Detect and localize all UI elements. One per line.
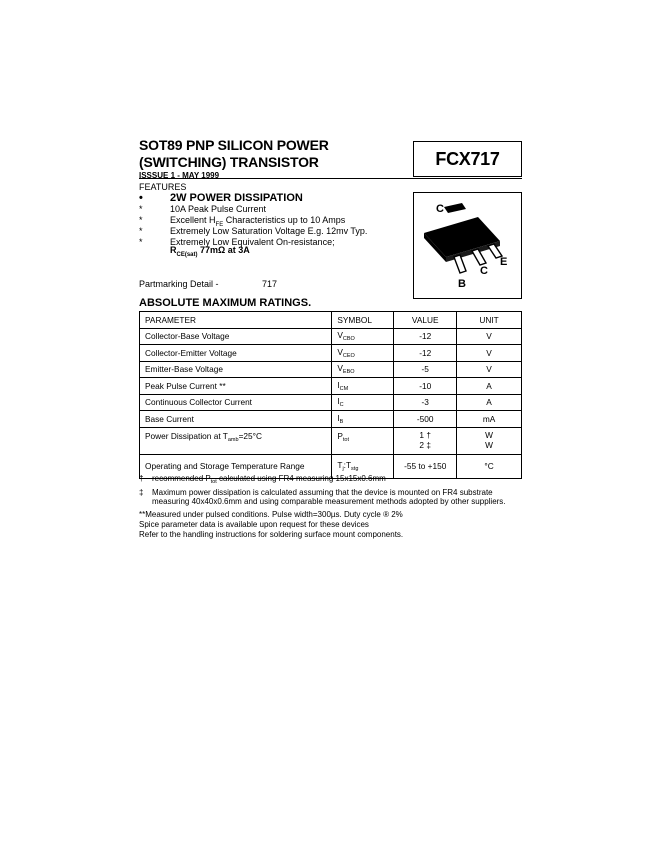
symbol-sub-1: j xyxy=(342,466,344,472)
footnote-handling: Refer to the handling instructions for soldering surface mount components. xyxy=(139,530,404,540)
features-heading: FEATURES xyxy=(139,182,187,192)
partmarking-label: Partmarking Detail - xyxy=(139,279,219,289)
rce-value: 77mΩ at 3A xyxy=(197,245,250,255)
cell-unit: A xyxy=(457,394,522,411)
feature-text: 10A Peak Pulse Current xyxy=(170,204,267,214)
rce-subscript: CE(sat) xyxy=(176,251,198,258)
title-line-1: SOT89 PNP SILICON POWER xyxy=(139,137,329,153)
feature-bullet: • xyxy=(139,192,143,204)
package-drawing-box xyxy=(413,192,522,299)
cell-unit: °C xyxy=(457,454,522,478)
feature-bullet: * xyxy=(139,204,143,214)
feature-main-text: 2W POWER DISSIPATION xyxy=(170,192,303,204)
cell-symbol xyxy=(332,394,394,411)
pin-label-c: C xyxy=(480,265,488,277)
symbol-main: V xyxy=(337,330,343,341)
pin-label-c-top: C xyxy=(436,203,444,215)
feature-bullet: * xyxy=(139,237,143,247)
pin-label-b: B xyxy=(458,278,466,290)
feature-text-pre: Excellent H xyxy=(170,215,216,225)
footnote-mark: † xyxy=(139,474,144,483)
cell-symbol xyxy=(332,427,394,454)
symbol-main: P xyxy=(337,430,343,441)
symbol-main: V xyxy=(337,363,343,374)
cell-value: -55 to +150 xyxy=(394,454,457,478)
param-pre: Power Dissipation at T xyxy=(145,430,228,441)
cell-parameter: Collector-Base Voltage xyxy=(140,328,332,345)
feature-text: Extremely Low Equivalent On-resistance; xyxy=(170,237,335,247)
symbol-sub: tot xyxy=(342,436,350,443)
footnote-text: Maximum power dissipation is calculated assuming that the device is mounted on FR4 substrate measuring 40x40x0.6mm and using comparable measurement methods adopted by other suppliers. xyxy=(152,488,506,507)
cell-parameter: Collector-Emitter Voltage xyxy=(140,345,332,362)
cell-parameter: Continuous Collector Current xyxy=(140,394,332,411)
symbol-sub: EBO xyxy=(342,369,355,376)
cell-symbol xyxy=(332,361,394,378)
footnote-text-pre: recommended P xyxy=(152,474,211,483)
part-number-box: FCX717 xyxy=(413,141,522,177)
feature-text: Extremely Low Saturation Voltage E.g. 12mv Typ. xyxy=(170,226,368,236)
feature-item xyxy=(139,204,266,214)
feature-bullet: * xyxy=(139,226,143,236)
cell-symbol xyxy=(332,411,394,428)
symbol-sub: CBO xyxy=(342,336,355,343)
value-line-1: 1 † xyxy=(419,430,431,440)
header-parameter: PARAMETER xyxy=(140,312,332,329)
cell-value: -3 xyxy=(394,394,457,411)
symbol-main: T xyxy=(337,460,343,470)
cell-symbol xyxy=(332,328,394,345)
unit-line-2: W xyxy=(485,439,493,450)
table-row xyxy=(140,345,522,362)
param-post: =25°C xyxy=(238,430,262,441)
rce-symbol: R xyxy=(170,245,177,255)
symbol-sub: CM xyxy=(339,385,349,392)
symbol-main: V xyxy=(337,346,343,357)
cell-unit: V xyxy=(457,328,522,345)
symbol-main: I xyxy=(337,396,340,407)
unit-line-1: W xyxy=(485,430,493,440)
table-row xyxy=(140,378,522,395)
cell-parameter xyxy=(140,427,332,454)
table-row-power xyxy=(140,427,522,454)
footnotes xyxy=(139,474,524,539)
symbol-sub: C xyxy=(339,402,344,409)
symbol-sub: CEO xyxy=(342,352,355,359)
pin-label-e: E xyxy=(500,256,508,268)
footnote-mark: ‡ xyxy=(139,488,144,498)
cell-parameter: Peak Pulse Current ** xyxy=(140,378,332,395)
header-symbol: SYMBOL xyxy=(332,312,394,329)
issue-date: ISSSUE 1 - MAY 1999 xyxy=(139,171,220,180)
footnote-text-sub: tot xyxy=(210,479,217,485)
footnote-double-dagger xyxy=(139,488,524,506)
cell-unit: V xyxy=(457,345,522,362)
cell-value: -500 xyxy=(394,411,457,428)
cell-value: -12 xyxy=(394,328,457,345)
footnote-pulsed: **Measured under pulsed conditions. Pulse width=300µs. Duty cycle ® 2% xyxy=(139,509,403,519)
footnote-spice: Spice parameter data is available upon request for these devices xyxy=(139,519,369,529)
feature-text-post: Characteristics up to 10 Amps xyxy=(223,215,346,225)
cell-symbol xyxy=(332,378,394,395)
symbol-sub: B xyxy=(339,418,344,425)
cell-value: -10 xyxy=(394,378,457,395)
sot89-package-icon xyxy=(414,193,521,298)
value-line-2: 2 ‡ xyxy=(419,439,431,450)
symbol-main: I xyxy=(337,412,340,423)
table-row xyxy=(140,361,522,378)
feature-text-sub: FE xyxy=(215,221,224,228)
cell-unit: A xyxy=(457,378,522,395)
cell-value: -12 xyxy=(394,345,457,362)
symbol-main: I xyxy=(337,379,340,390)
rce-sat-spec xyxy=(170,245,250,258)
ratings-title: ABSOLUTE MAXIMUM RATINGS. xyxy=(139,297,312,309)
footnote-text-post: calculated using FR4 measuring 15x15x0.6mm xyxy=(216,474,386,483)
cell-value: -5 xyxy=(394,361,457,378)
cell-parameter: Base Current xyxy=(140,411,332,428)
table-row xyxy=(140,394,522,411)
cell-parameter: Operating and Storage Temperature Range xyxy=(140,454,332,478)
title-line-2: (SWITCHING) TRANSISTOR xyxy=(139,154,319,170)
table-row xyxy=(140,328,522,345)
table-row xyxy=(140,411,522,428)
header-unit: UNIT xyxy=(457,312,522,329)
cell-unit: mA xyxy=(457,411,522,428)
feature-main xyxy=(139,192,303,204)
cell-unit xyxy=(457,427,522,454)
partmarking-value: 717 xyxy=(262,279,278,289)
cell-value xyxy=(394,427,457,454)
cell-parameter: Emitter-Base Voltage xyxy=(140,361,332,378)
ratings-table xyxy=(139,311,522,479)
cell-symbol xyxy=(332,345,394,362)
footnote-dagger xyxy=(139,474,524,487)
symbol-sub-2: stg xyxy=(351,466,359,472)
cell-unit: V xyxy=(457,361,522,378)
symbol-mid: :T xyxy=(343,460,352,470)
feature-bullet: * xyxy=(139,215,143,225)
table-header-row xyxy=(140,312,522,329)
feature-item xyxy=(139,226,367,236)
header-value: VALUE xyxy=(394,312,457,329)
param-sub: amb xyxy=(227,436,239,443)
